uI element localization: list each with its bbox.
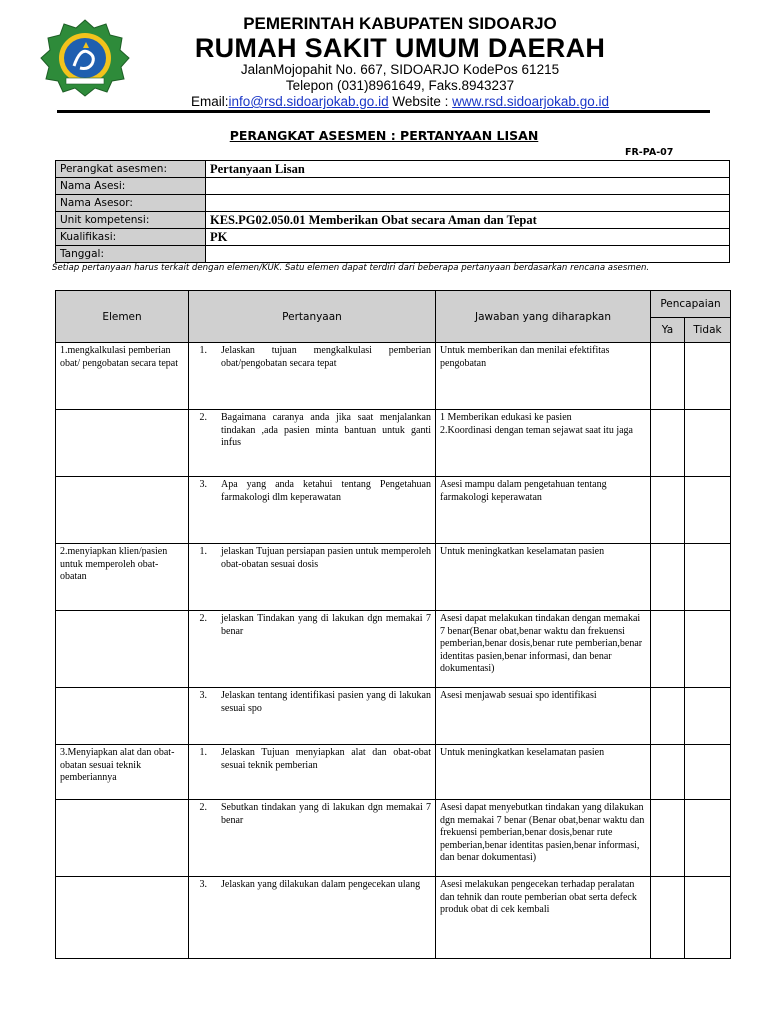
website-link[interactable]: www.rsd.sidoarjokab.go.id: [452, 94, 609, 109]
question-row: [56, 745, 731, 800]
element-cell: 2.menyiapkan klien/pasien untuk memperoleh obat-obatan: [56, 544, 189, 611]
answer-cell: Asesi dapat menyebutkan tindakan yang dilakukan dgn memakai 7 benar (Benar obat,benar waktu dan frekuensi pemberian,benar dosis,benar rute pemberian,benar identitas pasien,benar informasi, dan benar dokumentasi): [436, 800, 651, 877]
info-label: Kualifikasi:: [56, 229, 206, 246]
question-cell: [189, 410, 436, 477]
question-text: Jelaskan yang dilakukan dalam pengecekan ulang: [221, 879, 421, 890]
element-cell: [56, 611, 189, 688]
element-cell: [56, 410, 189, 477]
answer-cell: Untuk memberikan dan menilai efektifitas pengobatan: [436, 343, 651, 410]
question-number: 2.: [199, 412, 207, 423]
hospital-phone: Telepon (031)8961649, Faks.8943237: [285, 78, 515, 93]
question-row: [56, 877, 731, 959]
assessment-info-table: [55, 160, 730, 263]
info-row: [56, 246, 730, 263]
info-row: [56, 212, 730, 229]
hospital-name: RUMAH SAKIT UMUM DAERAH: [194, 33, 606, 63]
question-row: [56, 477, 731, 544]
question-text: Sebutkan tindakan yang di lakukan dgn memakai 7 benar: [221, 802, 431, 826]
question-number: 2.: [199, 802, 207, 813]
answer-cell: Asesi mampu dalam pengetahuan tentang farmakologi keperawatan: [436, 477, 651, 544]
instruction-note: Setiap pertanyaan harus terkait dengan elemen/KUK. Satu elemen dapat terdiri dari beberapa pertanyaan berdasarkan rencana asesmen.: [52, 263, 650, 273]
question-row: [56, 611, 731, 688]
sidoarjo-regency-logo: [36, 18, 134, 98]
info-row: [56, 195, 730, 212]
achievement-tidak-cell[interactable]: [685, 877, 731, 959]
element-cell: [56, 688, 189, 745]
government-name: PEMERINTAH KABUPATEN SIDOARJO: [243, 14, 557, 33]
letterhead-divider: [57, 110, 710, 113]
question-text: Bagaimana caranya anda jika saat menjalankan tindakan ,ada pasien minta bantuan untuk ganti infus: [221, 412, 431, 448]
achievement-ya-cell[interactable]: [651, 410, 685, 477]
email-link[interactable]: info@rsd.sidoarjokab.go.id: [228, 94, 389, 109]
element-cell: [56, 877, 189, 959]
question-row: [56, 410, 731, 477]
question-cell: [189, 477, 436, 544]
answer-cell: Untuk meningkatkan keselamatan pasien: [436, 745, 651, 800]
info-value[interactable]: [206, 178, 730, 195]
question-cell: [189, 343, 436, 410]
info-row: [56, 178, 730, 195]
header-elemen: Elemen: [56, 291, 189, 343]
question-cell: [189, 688, 436, 745]
achievement-tidak-cell[interactable]: [685, 343, 731, 410]
question-row: [56, 544, 731, 611]
header-jawaban: Jawaban yang diharapkan: [436, 291, 651, 343]
question-row: [56, 688, 731, 745]
question-cell: [189, 611, 436, 688]
answer-cell: Asesi menjawab sesuai spo identifikasi: [436, 688, 651, 745]
website-label: Website :: [392, 94, 449, 109]
achievement-ya-cell[interactable]: [651, 544, 685, 611]
element-cell: 3.Menyiapkan alat dan obat-obatan sesuai teknik pemberiannya: [56, 745, 189, 800]
achievement-ya-cell[interactable]: [651, 343, 685, 410]
question-text: Jelaskan tujuan mengkalkulasi pemberian obat/pengobatan secara tepat: [221, 345, 431, 369]
info-value[interactable]: PK: [206, 229, 730, 246]
question-number: 2.: [199, 613, 207, 624]
info-row: [56, 229, 730, 246]
question-text: Apa yang anda ketahui tentang Pengetahuan farmakologi dlm keperawatan: [221, 479, 431, 503]
info-label: Unit kompetensi:: [56, 212, 206, 229]
achievement-tidak-cell[interactable]: [685, 800, 731, 877]
element-cell: [56, 477, 189, 544]
info-label: Nama Asesi:: [56, 178, 206, 195]
question-number: 1.: [199, 345, 207, 356]
info-value[interactable]: [206, 195, 730, 212]
info-row: [56, 161, 730, 178]
question-cell: [189, 877, 436, 959]
info-value[interactable]: Pertanyaan Lisan: [206, 161, 730, 178]
form-code: FR-PA-07: [625, 147, 674, 158]
header-ya: Ya: [651, 318, 685, 343]
info-label: Perangkat asesmen:: [56, 161, 206, 178]
form-title: PERANGKAT ASESMEN : PERTANYAAN LISAN: [229, 128, 539, 143]
achievement-tidak-cell[interactable]: [685, 745, 731, 800]
question-table: [55, 290, 731, 959]
info-value[interactable]: [206, 246, 730, 263]
achievement-ya-cell[interactable]: [651, 688, 685, 745]
achievement-tidak-cell[interactable]: [685, 544, 731, 611]
header-pertanyaan: Pertanyaan: [189, 291, 436, 343]
question-text: jelaskan Tujuan persiapan pasien untuk memperoleh obat-obatan sesuai dosis: [221, 546, 431, 570]
question-number: 3.: [199, 690, 207, 701]
question-row: [56, 800, 731, 877]
question-number: 3.: [199, 479, 207, 490]
info-label: Nama Asesor:: [56, 195, 206, 212]
hospital-address: JalanMojopahit No. 667, SIDOARJO KodePos 61215: [240, 62, 560, 77]
email-label: Email:: [191, 94, 229, 109]
achievement-tidak-cell[interactable]: [685, 611, 731, 688]
question-number: 1.: [199, 546, 207, 557]
question-number: 3.: [199, 879, 207, 890]
question-text: Jelaskan Tujuan menyiapkan alat dan obat-obat sesuai teknik pemberian: [221, 747, 431, 771]
question-cell: [189, 745, 436, 800]
achievement-ya-cell[interactable]: [651, 477, 685, 544]
header-tidak: Tidak: [685, 318, 731, 343]
question-text: Jelaskan tentang identifikasi pasien yang di lakukan sesuai spo: [221, 690, 431, 714]
question-cell: [189, 544, 436, 611]
answer-cell: Asesi melakukan pengecekan terhadap peralatan dan tehnik dan route pemberian obat serta defeck produk obat di cek kembali: [436, 877, 651, 959]
achievement-tidak-cell[interactable]: [685, 410, 731, 477]
achievement-ya-cell[interactable]: [651, 877, 685, 959]
question-number: 1.: [199, 747, 207, 758]
achievement-ya-cell[interactable]: [651, 611, 685, 688]
element-cell: [56, 800, 189, 877]
achievement-ya-cell[interactable]: [651, 800, 685, 877]
answer-cell: 1 Memberikan edukasi ke pasien 2.Koordinasi dengan teman sejawat saat itu jaga: [436, 410, 651, 477]
answer-cell: Asesi dapat melakukan tindakan dengan memakai 7 benar(Benar obat,benar waktu dan frekuensi pemberian,benar dosis,benar rute pemberian,benar identitas pasien,benar informasi, dan benar dokumentasi): [436, 611, 651, 688]
question-row: [56, 343, 731, 410]
element-cell: 1.mengkalkulasi pemberian obat/ pengobatan secara tepat: [56, 343, 189, 410]
contact-line: [140, 94, 660, 110]
header-pencapaian: Pencapaian: [651, 291, 731, 318]
question-text: jelaskan Tindakan yang di lakukan dgn memakai 7 benar: [221, 613, 431, 637]
answer-cell: Untuk meningkatkan keselamatan pasien: [436, 544, 651, 611]
achievement-ya-cell[interactable]: [651, 745, 685, 800]
achievement-tidak-cell[interactable]: [685, 477, 731, 544]
question-cell: [189, 800, 436, 877]
info-value[interactable]: KES.PG02.050.01 Memberikan Obat secara Aman dan Tepat: [206, 212, 730, 229]
info-label: Tanggal:: [56, 246, 206, 263]
letterhead: [140, 14, 660, 110]
achievement-tidak-cell[interactable]: [685, 688, 731, 745]
